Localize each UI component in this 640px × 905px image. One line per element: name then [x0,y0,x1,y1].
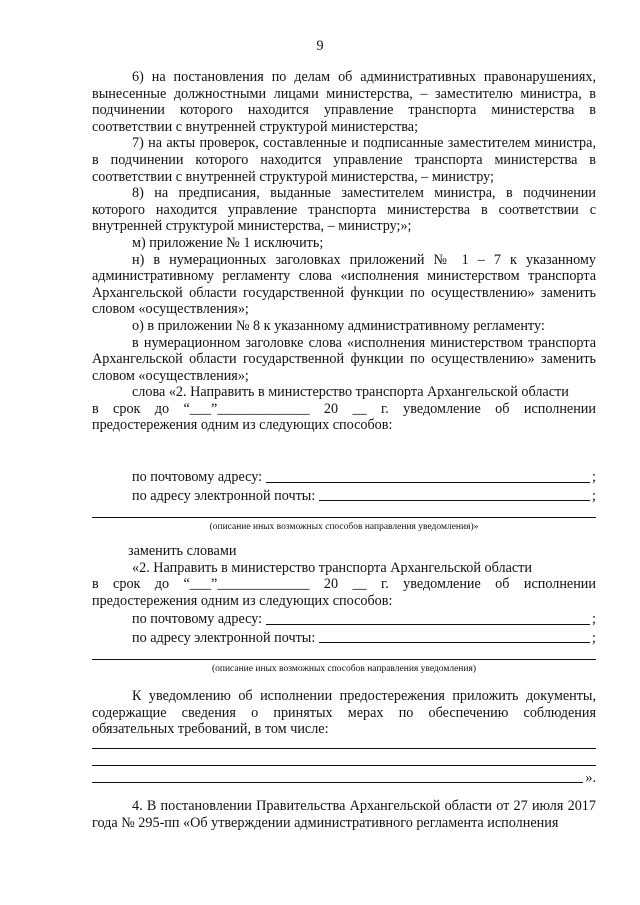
attachments-blank-2 [92,765,596,766]
paragraph-7: 7) на акты проверок, составленные и подписанные заместителем министра, в подчинении которого находится управление транспорта министерства в соответствии с внутренней структурой министерства, – министру; [92,135,596,185]
replace-with-label: заменить словами [128,543,237,559]
email-address-row [92,630,596,647]
other-methods-blank [92,659,596,660]
notice-form-old [92,469,596,533]
notice-form-new [92,611,596,675]
postal-address-row [92,469,596,486]
paragraph-6: 6) на постановления по делам об административных правонарушениях, вынесенные должностными лицами министерства, – заместителю министра, в подчинении которого находится управление транспорта министерства в соответствии с внутренней структурой министерства; [92,69,596,135]
replacement-line-2: в срок до “___”_____________ 20 __ г. уведомление об исполнении предостережения одним из следующих способов: [92,576,596,609]
attachments-text: К уведомлению об исполнении предостережения приложить документы, содержащие сведения о принятых мерах по обеспечению соблюдения обязательных требований, в том числе: [92,688,596,738]
replacement-text [92,543,596,609]
paragraph-o-heading: в нумерационном заголовке слова «исполнения министерством транспорта Архангельской области государственной функции по осуществлению» заменить словом «осуществления»; [92,334,596,384]
email-address-row [92,488,596,505]
attachments-paragraph [92,688,596,786]
quoted-words-line-1: слова «2. Направить в министерство транспорта Архангельской области [132,384,569,401]
email-address-label: по адресу электронной почты: [132,487,316,504]
paragraph-m: м) приложение № 1 исключить; [132,234,324,251]
paragraph-8: 8) на предписания, выданные заместителем министра, в подчинении которого находится управление транспорта министерства в соответствии с внутренней структурой министерства, – министру;»; [92,185,596,235]
postal-address-label: по почтовому адресу: [132,611,263,627]
paragraph-4: 4. В постановлении Правительства Архангельской области от 27 июля 2017 года № 295-пп «Об утверждении административного регламента исполнения [92,798,596,831]
other-methods-caption: (описание иных возможных способов направления уведомления)» [209,522,479,533]
postal-address-blank [266,624,590,625]
amendment-list [92,69,596,434]
other-methods-blank [92,517,596,518]
section-4 [92,798,596,831]
email-address-end: ; [592,487,596,504]
email-address-label: по адресу электронной почты: [132,629,316,646]
postal-address-label: по почтовому адресу: [132,469,263,485]
attachments-blank-1 [92,748,596,749]
attachments-blank-3 [92,782,583,783]
attachments-close-quote: ». [585,769,596,786]
page-number: 9 [316,38,324,54]
quoted-words-line-2: в срок до “___”_____________ 20 __ г. уведомление об исполнении предостережения одним из следующих способов: [92,400,596,434]
email-address-end: ; [592,629,596,646]
other-methods-caption: (описание иных возможных способов направления уведомления) [211,664,477,675]
postal-address-end: ; [592,611,596,627]
postal-address-row [92,611,596,628]
postal-address-end: ; [592,469,596,485]
email-address-blank [319,500,590,501]
paragraph-n: н) в нумерационных заголовках приложений № 1 – 7 к указанному административному регламенту слова «исполнения министерством транспорта Архангельской области государственной функции по осуществлению» заменить словом «осуществления»; [92,251,596,318]
paragraph-o: о) в приложении № 8 к указанному административному регламенту: [132,317,545,334]
email-address-blank [319,642,590,643]
attachments-last-row [92,770,596,787]
postal-address-blank [266,482,590,483]
replacement-line-1: «2. Направить в министерство транспорта Архангельской области [132,559,532,576]
